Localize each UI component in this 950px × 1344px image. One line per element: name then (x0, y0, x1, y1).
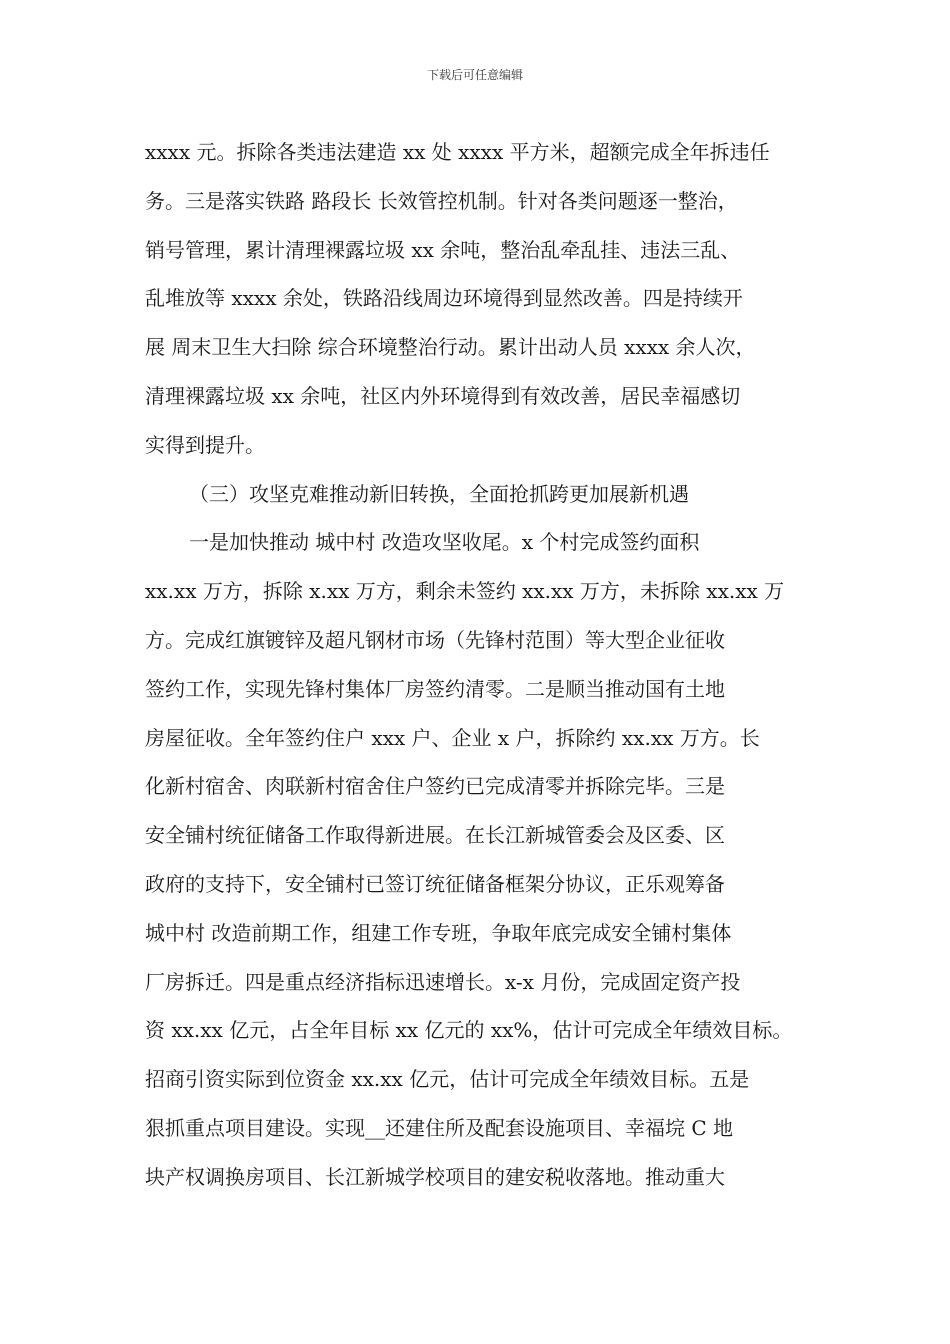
text-line: 签约工作，实现先锋村集体厂房签约清零。二是顺当推动国有土地 (145, 676, 725, 701)
text-line: 化新村宿舍、肉联新村宿舍住户签约已完成清零并拆除完毕。三是 (145, 774, 725, 799)
section-heading: （三）攻坚克难推动新旧转换，全面抢抓跨更加展新机遇 (189, 481, 689, 506)
text-line: 房屋征收。全年签约住户 xxx 户、企业 x 户，拆除约 xx.xx 万方。长 (145, 725, 760, 750)
text-line: 厂房拆迁。四是重点经济指标迅速增长。x-x 月份，完成固定资产投 (145, 969, 741, 994)
text-line: 乱堆放等 xxxx 余处，铁路沿线周边环境得到显然改善。四是持续开 (145, 286, 743, 311)
text-line: xx.xx 万方，拆除 x.xx 万方，剩余未签约 xx.xx 万方，未拆除 xx.xx 万 (145, 579, 785, 604)
text-line: 政府的支持下，安全铺村已签订统征储备框架分协议，正乐观筹备 (145, 871, 725, 896)
text-line: 务。三是落实铁路 路段长 长效管控机制。针对各类问题逐一整治， (145, 188, 738, 213)
text-line: 销号管理，累计清理裸露垃圾 xx 余吨，整治乱牵乱挂、违法三乱、 (145, 237, 741, 262)
text-line: 实得到提升。 (145, 432, 265, 457)
text-line: 招商引资实际到位资金 xx.xx 亿元，估计可完成全年绩效目标。五是 (145, 1067, 750, 1092)
text-line: 展 周末卫生大扫除 综合环境整治行动。累计出动人员 xxxx 余人次， (145, 335, 756, 360)
text-line: xxxx 元。拆除各类违法建造 xx 处 xxxx 平方米，超额完成全年拆违任 (145, 140, 770, 164)
text-line: 清理裸露垃圾 xx 余吨，社区内外环境得到有效改善，居民幸福感切 (145, 383, 741, 408)
text-line: 资 xx.xx 亿元，占全年目标 xx 亿元的 xx%，估计可完成全年绩效目标。 (145, 1018, 793, 1043)
text-line: 安全铺村统征储备工作取得新进展。在长江新城管委会及区委、区 (145, 823, 725, 848)
text-line: 块产权调换房项目、长江新城学校项目的建安税收落地。推动重大 (145, 1164, 725, 1189)
document-body (145, 128, 813, 1202)
text-line: 狠抓重点项目建设。实现__还建住所及配套设施项目、幸福垸 C 地 (145, 1115, 734, 1140)
page-header: 下载后可任意编辑 (426, 68, 523, 82)
paragraph-start: 一是加快推动 城中村 改造攻坚收尾。x 个村完成签约面积 (189, 530, 700, 555)
text-line: 城中村 改造前期工作，组建工作专班，争取年底完成安全铺村集体 (145, 920, 732, 945)
text-line: 方。完成红旗镀锌及超凡钢材市场（先锋村范围）等大型企业征收 (145, 627, 725, 652)
